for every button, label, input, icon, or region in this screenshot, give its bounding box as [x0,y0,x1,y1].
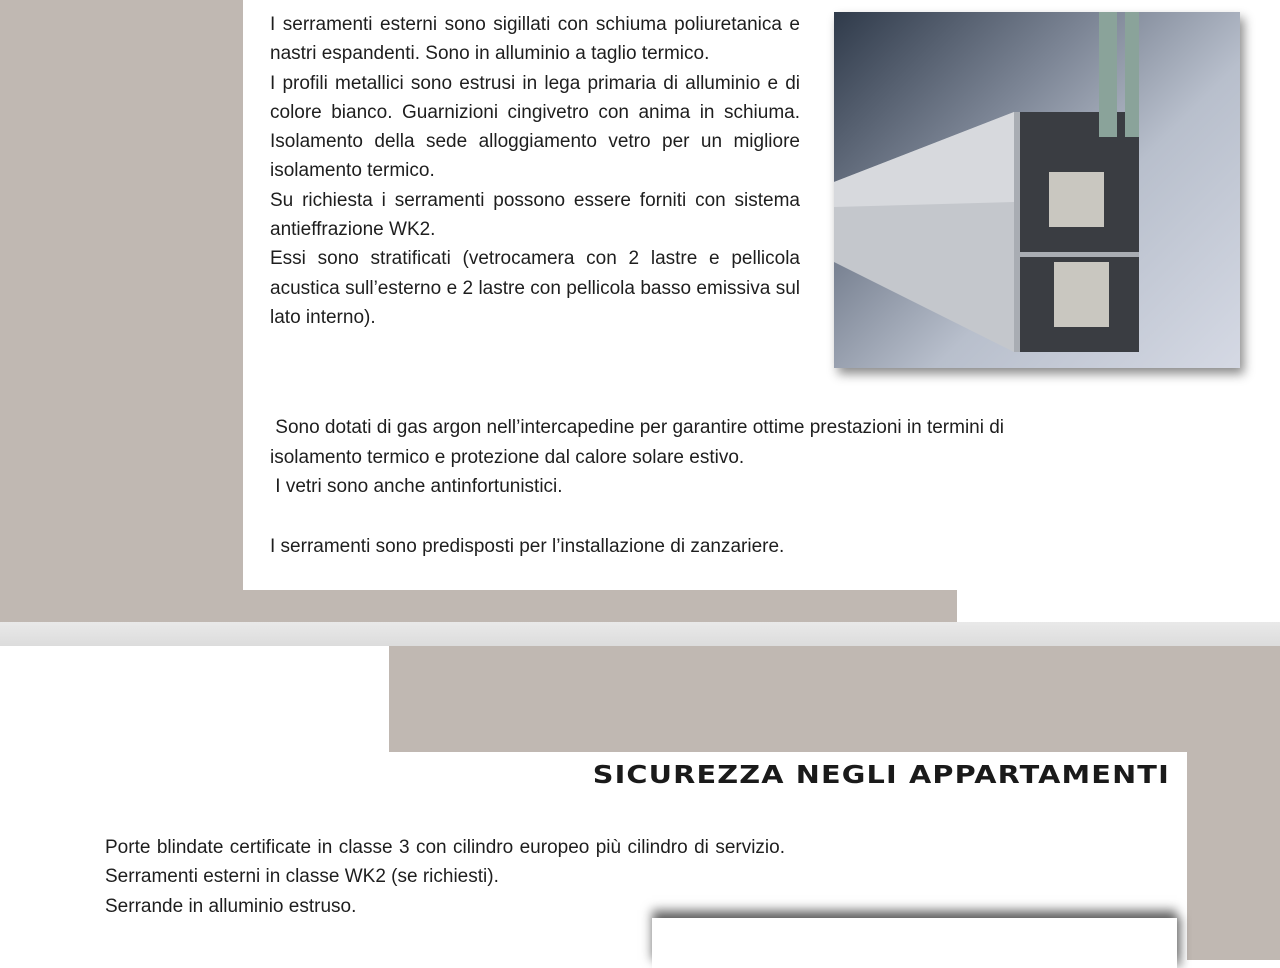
paragraph: Serrande in alluminio estruso. [105,895,357,917]
page2-right-band [1187,646,1280,960]
aluminium-profile-illustration [834,12,1240,368]
page2-top-band [389,646,1280,752]
page1-bottom-band [0,590,957,622]
paragraph: I serramenti esterni sono sigillati con schiuma poliuretanica e nastri espandenti. Sono in alluminio a taglio termico. [270,14,800,65]
door-image [652,918,1177,968]
section-heading: SICUREZZA NEGLI APPARTAMENTI [592,760,1170,789]
argon-paragraph [270,413,1230,502]
text-line: isolamento termico e protezione dal calore solare estivo. [270,446,745,468]
window-profile-image [834,12,1240,368]
mosquito-net-line: I serramenti sono predisposti per l’installazione di zanzariere. [270,536,785,557]
page1-left-band [0,0,243,622]
paragraph: Su richiesta i serramenti possono essere forniti con sistema antieffrazione WK2. [270,189,800,241]
text-line: Sono dotati di gas argon nell’intercapedine per garantire ottime prestazioni in termini di [270,417,1005,438]
paragraph: I profili metallici sono estrusi in lega primaria di alluminio e di colore bianco. Guarnizioni cingivetro con anima in schiuma. Isolamento della sede alloggiamento vetro per un migliore isolamento termico. [270,72,800,182]
paragraph: Porte blindate certificate in classe 3 con cilindro europeo più cilindro di servizio. Serramenti esterni in classe WK2 (se richiesti). [105,837,785,888]
security-description [105,833,785,921]
paragraph: Essi sono stratificati (vetrocamera con 2 lastre e pellicola acustica sull’esterno e 2 lastre con pellicola basso emissiva sul lato interno). [270,248,800,328]
page-separator [0,622,1280,646]
text-line: I vetri sono anche antinfortunistici. [270,476,563,497]
window-description [270,10,800,332]
